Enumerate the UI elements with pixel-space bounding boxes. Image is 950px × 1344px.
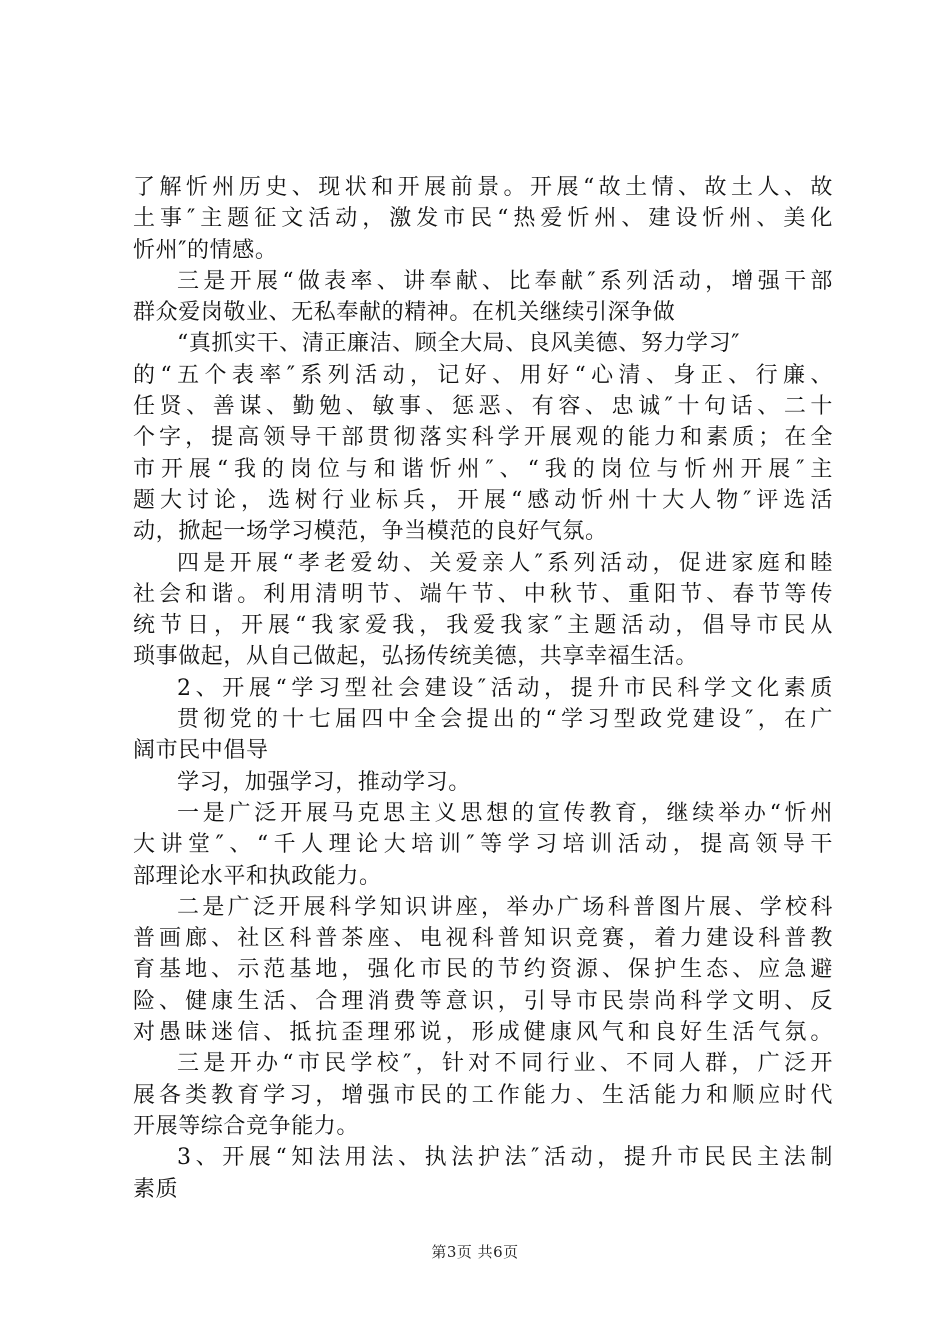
text-line: 育基地、示范基地，强化市民的节约资源、保护生态、应急避 (133, 957, 833, 983)
paragraph-start-line: 三是开办“市民学校″，针对不同行业、不同人群，广泛开 (177, 1051, 833, 1077)
text-line: 展各类教育学习，增强市民的工作能力、生活能力和顺应时代 (133, 1082, 833, 1108)
text-line: 题大讨论，选树行业标兵，开展“感动忻州十大人物″评选活 (133, 487, 833, 513)
text-line: 阔市民中倡导 (133, 738, 269, 764)
document-body (133, 172, 833, 1205)
text-line: 个字，提高领导干部贯彻落实科学开展观的能力和素质；在全 (133, 425, 833, 451)
paragraph-start-line: 二是广泛开展科学知识讲座，举办广场科普图片展、学校科 (177, 894, 833, 920)
paragraph-start-line: “真抓实干、清正廉洁、顾全大局、良风美德、努力学习″ (177, 331, 741, 357)
text-line: 对愚昧迷信、抵抗歪理邪说，形成健康风气和良好生活气氛。 (133, 1020, 833, 1046)
text-line: 琐事做起，从自己做起，弘扬传统美德，共享幸福生活。 (133, 644, 699, 670)
text-line: 普画廊、社区科普茶座、电视科普知识竞赛，着力建设科普教 (133, 926, 833, 952)
paragraph-start-line: 四是开展“孝老爱幼、关爱亲人″系列活动，促进家庭和睦 (177, 550, 833, 576)
text-line: 统节日，开展“我家爱我，我爱我家″主题活动，倡导市民从 (133, 613, 833, 639)
section-heading-line: 2、开展“学习型社会建设″活动，提升市民科学文化素质 (177, 675, 833, 701)
page-number-footer: 第3页 共6页 (431, 1243, 519, 1261)
text-line: 了解忻州历史、现状和开展前景。开展“故土情、故土人、故 (133, 175, 833, 200)
text-line: 大讲堂″、“千人理论大培训″等学习培训活动，提高领导干 (133, 832, 833, 858)
text-line: 部理论水平和执政能力。 (133, 863, 382, 889)
text-line: 开展等综合竞争能力。 (133, 1113, 360, 1139)
text-line: 群众爱岗敬业、无私奉献的精神。在机关继续引深争做 (133, 300, 676, 326)
text-line: 市开展“我的岗位与和谐忻州″、“我的岗位与忻州开展″主 (133, 456, 833, 482)
section-heading-line: 3、开展“知法用法、执法护法″活动，提升市民民主法制 (177, 1145, 833, 1171)
text-line: 动，掀起一场学习模范，争当模范的良好气氛。 (133, 519, 608, 545)
paragraph-start-line: 学习，加强学习，推动学习。 (177, 769, 471, 795)
paragraph-start-line: 贯彻党的十七届四中全会提出的“学习型政党建设″，在广 (177, 707, 833, 733)
text-line: 任贤、善谋、勤勉、敏事、惩恶、有容、忠诚″十句话、二十 (133, 394, 833, 420)
paragraph-start-line: 一是广泛开展马克思主义思想的宣传教育，继续举办“忻州 (177, 800, 833, 826)
text-line: 社会和谐。利用清明节、端午节、中秋节、重阳节、春节等传 (133, 581, 833, 607)
text-line: 土事″主题征文活动，激发市民“热爱忻州、建设忻州、美化 (133, 206, 833, 232)
paragraph-start-line: 三是开展“做表率、讲奉献、比奉献″系列活动，增强干部 (177, 268, 833, 294)
text-line: 的“五个表率″系列活动，记好、用好“心清、身正、行廉、 (133, 362, 833, 388)
text-line: 忻州″的情感。 (133, 237, 278, 263)
text-line: 素质 (133, 1176, 179, 1202)
text-line: 险、健康生活、合理消费等意识，引导市民崇尚科学文明、反 (133, 988, 833, 1014)
